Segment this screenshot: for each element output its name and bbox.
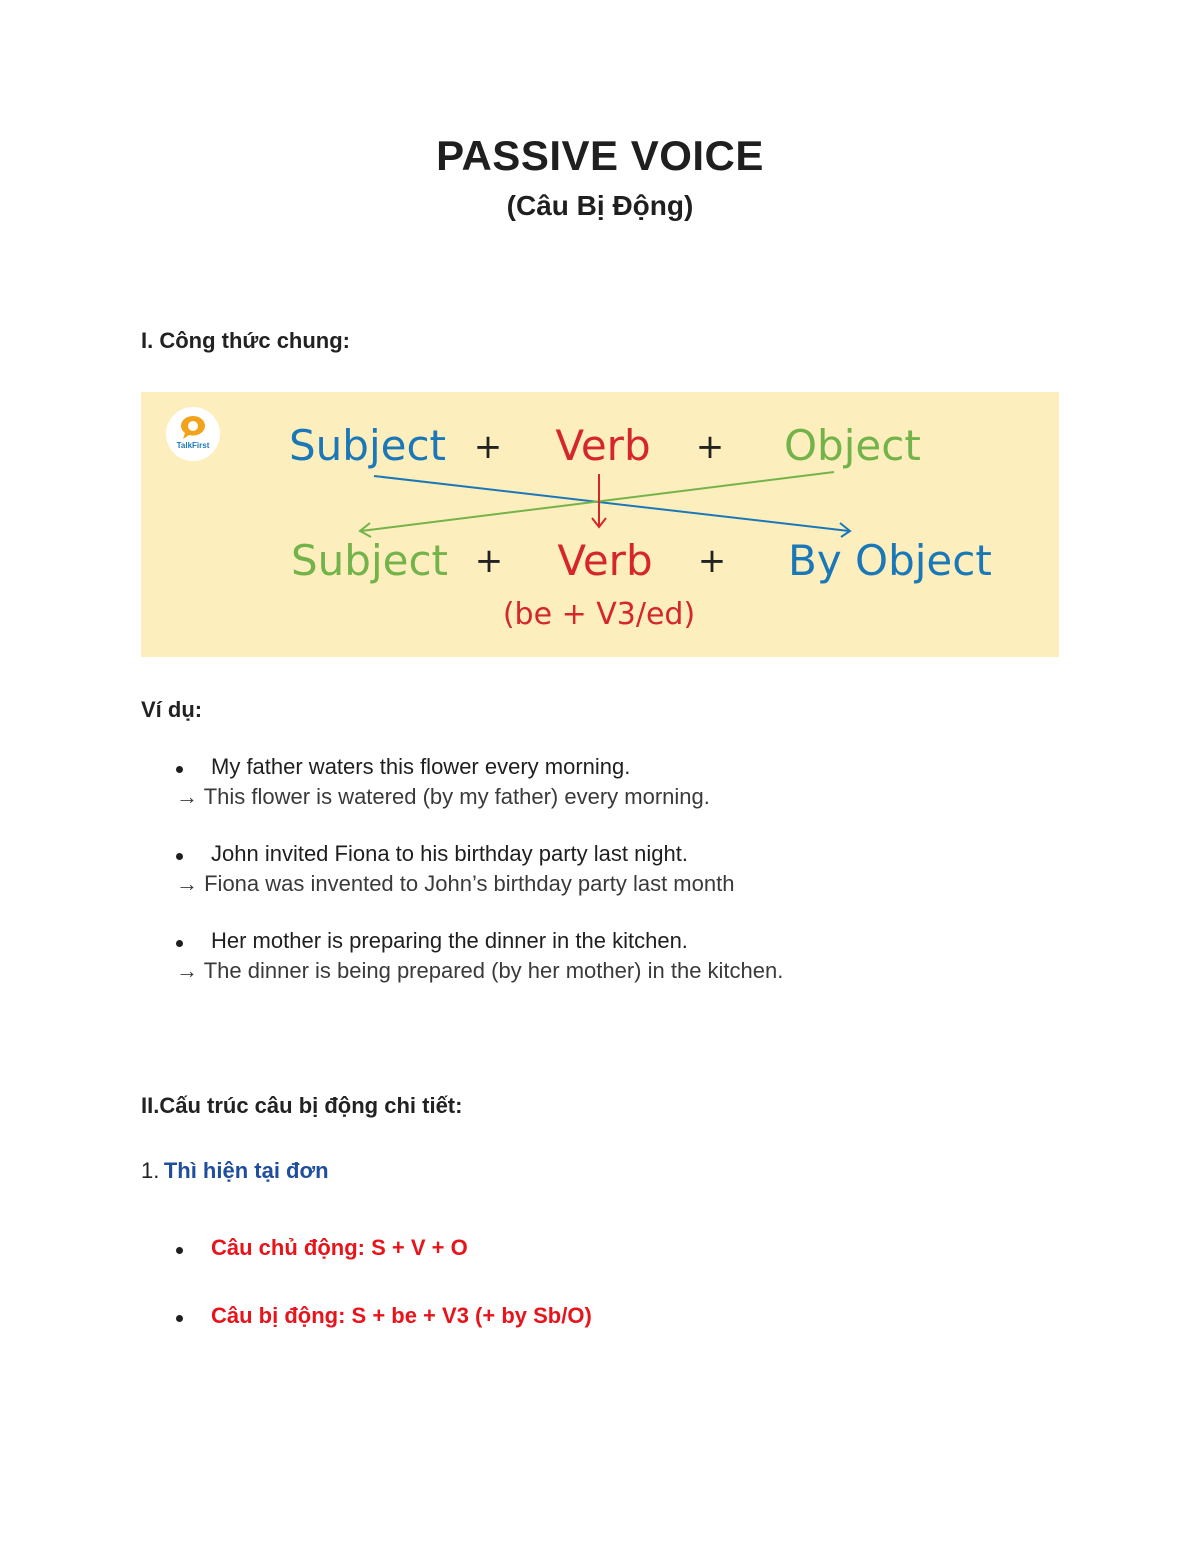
active-formula: Câu chủ động: S + V + O <box>211 1235 468 1260</box>
bullet-icon <box>176 853 183 860</box>
examples-heading: Ví dụ: <box>141 697 203 722</box>
passive-formula: Câu bị động: S + be + V3 (+ by Sb/O) <box>211 1303 592 1328</box>
diagram-bottom-verb: Verb <box>557 536 653 585</box>
diagram-svg <box>141 392 1059 657</box>
example-1-passive: → This flower is watered (by my father) every morning. <box>176 784 710 809</box>
page-title: PASSIVE VOICE <box>436 132 764 179</box>
example-3-active: Her mother is preparing the dinner in the kitchen. <box>211 928 688 953</box>
section-heading-detailed: II.Cấu trúc câu bị động chi tiết: <box>141 1093 463 1118</box>
page-subtitle: (Câu Bị Động) <box>506 190 694 221</box>
talkfirst-logo-icon <box>166 407 220 461</box>
tense-heading <box>141 1158 329 1184</box>
bullet-icon <box>176 940 183 947</box>
example-3-passive: → The dinner is being prepared (by her mother) in the kitchen. <box>176 958 784 983</box>
tense-number: 1. <box>141 1158 160 1183</box>
diagram-bottom-plus-2: + <box>697 541 727 581</box>
example-2-passive: → Fiona was invented to John’s birthday party last month <box>176 871 735 896</box>
diagram-verb-note: (be + V3/ed) <box>502 597 696 632</box>
diagram-top-plus-1: + <box>473 427 503 467</box>
bullet-icon <box>176 1315 183 1322</box>
diagram-top-plus-2: + <box>695 427 725 467</box>
section-heading-formula: I. Công thức chung: <box>141 328 351 353</box>
tense-name: Thì hiện tại đơn <box>163 1158 329 1183</box>
diagram-top-subject: Subject <box>289 421 447 470</box>
diagram-arrows <box>360 472 850 537</box>
bullet-icon <box>176 766 183 773</box>
object-to-subject-arrow <box>361 472 834 531</box>
diagram-top-object: Object <box>784 421 921 470</box>
logo-label: TalkFirst <box>176 441 210 450</box>
subject-to-byobject-arrow <box>374 476 849 531</box>
example-2-active: John invited Fiona to his birthday party last night. <box>211 841 688 866</box>
bullet-icon <box>176 1247 183 1254</box>
diagram-bottom-by-object: By Object <box>788 536 992 585</box>
example-1-active: My father waters this flower every morning. <box>211 754 631 779</box>
diagram-top-verb: Verb <box>555 421 651 470</box>
passive-voice-diagram <box>141 392 1059 657</box>
diagram-bottom-plus-1: + <box>474 541 504 581</box>
diagram-bottom-subject: Subject <box>291 536 449 585</box>
